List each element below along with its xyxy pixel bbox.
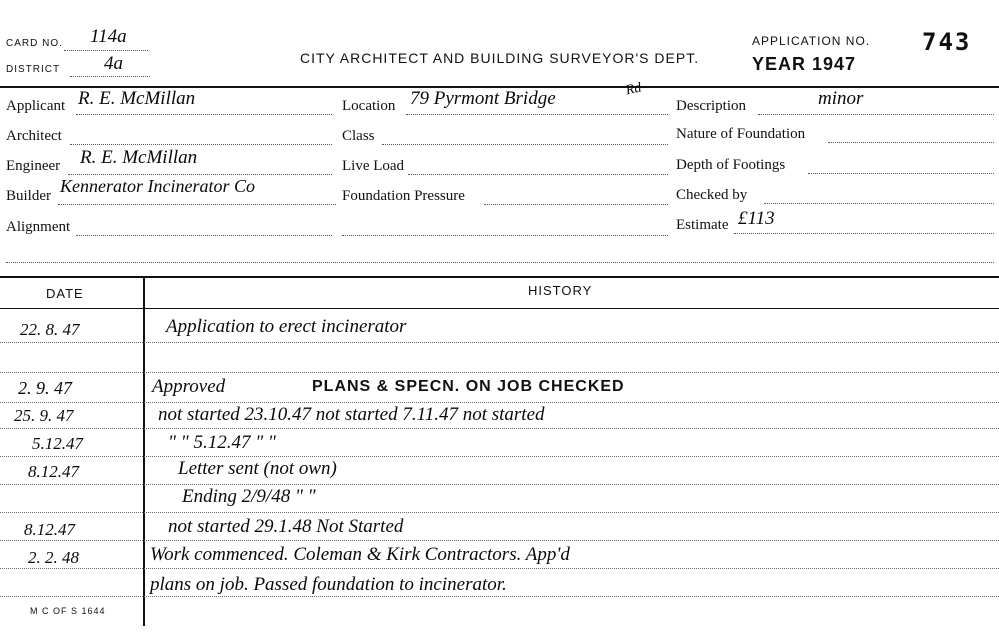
depth-of-footings-label: Depth of Footings (676, 157, 786, 173)
location-value: 79 Pyrmont Bridge (410, 88, 556, 109)
row-3-history: not started 23.10.47 not started 7.11.47 not started (158, 404, 545, 425)
location-label: Location (342, 98, 396, 114)
builder-line (58, 204, 336, 205)
checked-by-label: Checked by (676, 187, 748, 203)
live-load-label: Live Load (342, 158, 405, 174)
row-4-history: " " 5.12.47 " " (168, 432, 276, 453)
row-7-date: 8.12.47 (24, 520, 75, 539)
nature-of-foundation-label: Nature of Foundation (676, 126, 806, 142)
class-label: Class (342, 128, 375, 144)
nature-line (828, 142, 994, 143)
district-label: DISTRICT (6, 64, 61, 75)
date-header: DATE (46, 286, 84, 301)
row-3-date: 25. 9. 47 (14, 406, 74, 425)
estimate-value: £113 (738, 208, 775, 229)
table-top-border (0, 276, 999, 278)
live-load-line (408, 174, 668, 175)
row-8-history: Work commenced. Coleman & Kirk Contractors. App'd (150, 544, 570, 565)
foundation-pressure-line (484, 204, 668, 205)
row-1-date: 22. 8. 47 (20, 320, 80, 339)
description-line (758, 114, 994, 115)
builder-label: Builder (6, 188, 51, 204)
table-header-divider (0, 308, 999, 309)
card-no-value: 114a (90, 26, 127, 47)
form-code: M C OF S 1644 (30, 606, 106, 616)
history-header: HISTORY (528, 283, 593, 298)
engineer-value: R. E. McMillan (80, 147, 198, 168)
row-5-history: Letter sent (not own) (178, 458, 337, 479)
plans-checked-stamp: PLANS & SPECN. ON JOB CHECKED (312, 378, 625, 395)
row-line (0, 512, 999, 513)
location-suffix: Rd (624, 80, 643, 99)
alignment-line (76, 235, 332, 236)
row-line (0, 372, 999, 373)
row-1-history: Application to erect incinerator (166, 316, 407, 337)
year-label: YEAR 1947 (752, 54, 857, 74)
row-line (0, 596, 999, 597)
card-no-line (64, 50, 148, 51)
application-no-value: 743 (922, 28, 972, 56)
location-line (406, 114, 668, 115)
district-value: 4a (104, 53, 123, 74)
date-column-divider (143, 276, 145, 626)
row-line (0, 428, 999, 429)
applicant-value: R. E. McMillan (78, 88, 196, 109)
architect-line (70, 144, 332, 145)
applicant-label: Applicant (6, 98, 66, 114)
row-4-date: 5.12.47 (32, 434, 83, 453)
architect-label: Architect (6, 128, 62, 144)
engineer-label: Engineer (6, 158, 61, 174)
column2-blank-line (342, 235, 668, 236)
description-label: Description (676, 98, 746, 114)
row-line (0, 456, 999, 457)
row-line (0, 484, 999, 485)
row-8-date: 2. 2. 48 (28, 548, 79, 567)
row-line (0, 540, 999, 541)
card-no-label: CARD NO. (6, 38, 63, 49)
row-line (0, 342, 999, 343)
applicant-line (76, 114, 332, 115)
checked-line (764, 203, 994, 204)
description-value: minor (818, 88, 864, 109)
row-9-history: plans on job. Passed foundation to incinerator. (150, 574, 507, 595)
row-6-history: Ending 2/9/48 " " (182, 486, 316, 507)
alignment-label: Alignment (6, 219, 71, 235)
row-2-date: 2. 9. 47 (18, 378, 72, 398)
row-5-date: 8.12.47 (28, 462, 79, 481)
foundation-pressure-label: Foundation Pressure (342, 188, 465, 204)
fields-bottom-line (6, 262, 994, 263)
district-line (70, 76, 150, 77)
row-7-history: not started 29.1.48 Not Started (168, 516, 404, 537)
row-2-history: Approved (152, 376, 226, 397)
builder-value: Kennerator Incinerator Co (60, 176, 255, 196)
engineer-line (68, 174, 332, 175)
estimate-line (734, 233, 994, 234)
depth-line (808, 173, 994, 174)
estimate-label: Estimate (676, 217, 729, 233)
row-line (0, 568, 999, 569)
dept-title: CITY ARCHITECT AND BUILDING SURVEYOR'S DEPT. (300, 50, 700, 66)
class-line (382, 144, 668, 145)
row-line (0, 402, 999, 403)
application-no-label: APPLICATION NO. (752, 34, 871, 48)
